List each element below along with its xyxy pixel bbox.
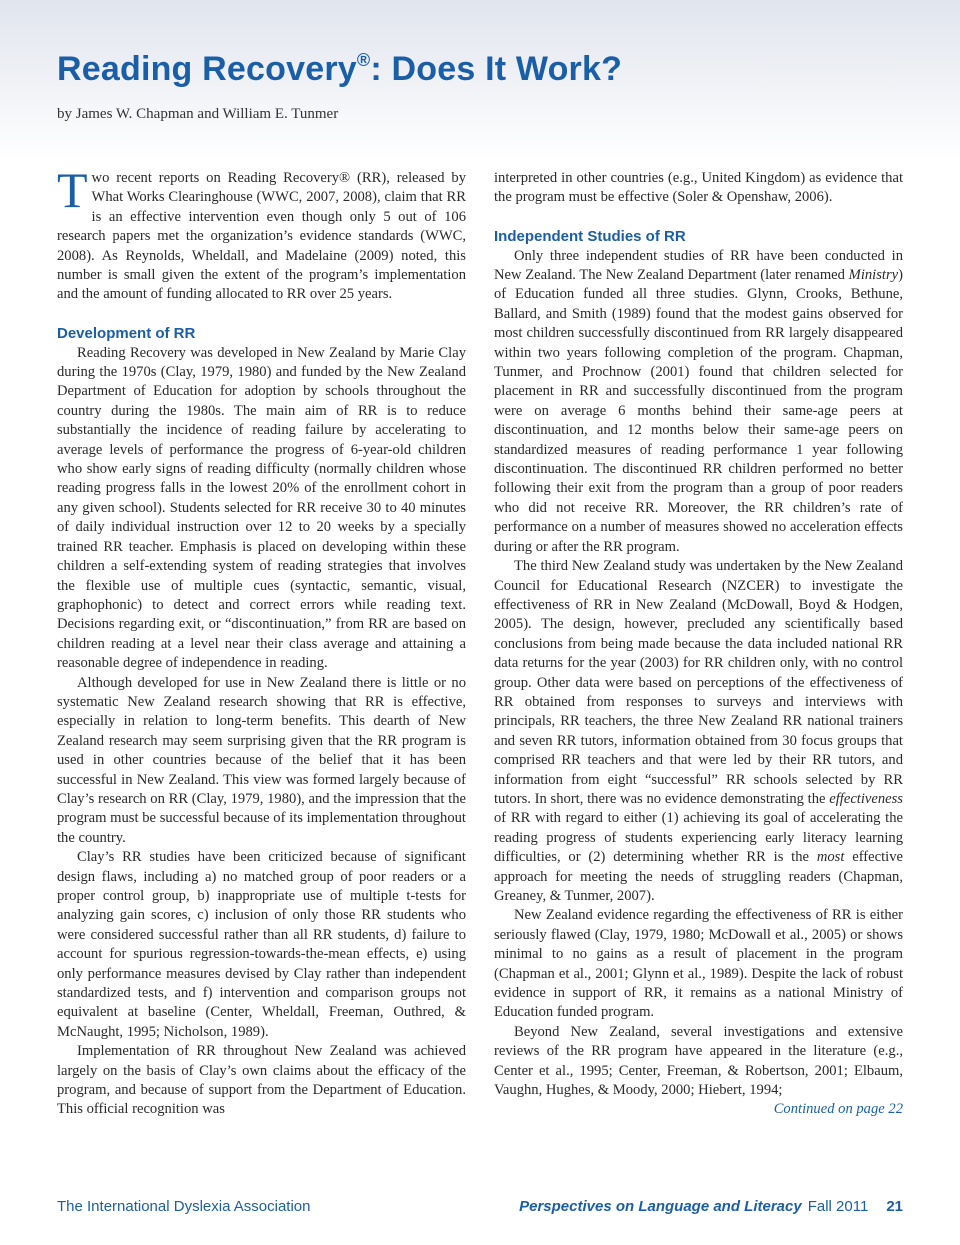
registered-mark: ® — [356, 50, 371, 70]
section-heading-development: Development of RR — [57, 325, 196, 343]
drop-cap: T — [57, 162, 88, 218]
left-column — [57, 162, 466, 1120]
right-column — [494, 169, 903, 1120]
continued-link[interactable]: Continued on page 22 — [773, 1101, 903, 1118]
text-run: ) of Education funded all three studies. Glynn, Crooks, Bethune, Ballard, and Smith (1989) found that the modest gains observed for most children successfully discontinued from RR largely disappeared within two years following completion of the program. Chapman, Tunmer, and Prochnow (2001) found that children selected for placement in RR and successfully discontinued from the program were on average 6 months behind their same-age peers at discontinuation, and 12 months below their same-age peers on standardized measures of reading performance 1 year following discontinuation. The discontinued RR children performed no better following their exit from the program than a group of poor readers who did not receive RR. Moreover, the RR children’s rate of performance on a number of measures showed no acceleration effects during or after the RR program. — [494, 267, 903, 555]
page-number: 21 — [886, 1198, 903, 1215]
text-run: of RR with regard to either (1) achieving its goal of accelerating the reading progress of students experiencing early literacy learning difficulties, or (2) determining whether RR is the — [494, 810, 903, 866]
paragraph: Although developed for use in New Zealand there is little or no systematic New Zealand research showing that RR is effective, especially in relation to long-term benefits. This dearth of New Zealand research may seem surprising given that the RR program is used in other countries because of the belief that it has been successful in New Zealand. This view was formed largely because of Clay’s research on RR (Clay, 1979, 1980), and the impression that the program must be successful because of its implementation throughout the country. — [57, 674, 466, 846]
footer-organization: The International Dyslexia Association — [57, 1198, 311, 1215]
paragraph — [494, 247, 903, 558]
italic-text: Ministry — [848, 267, 899, 284]
issue-label: Fall 2011 — [807, 1198, 869, 1215]
journal-name: Perspectives on Language and Literacy — [519, 1198, 802, 1215]
intro-text: wo recent reports on Reading Recovery® (RR), released by What Works Clearinghouse (WWC, 2007, 2008), claim that RR is an effective intervention even though only 5 out of 106 research papers met the organization’s evidence standards (WWC, 2008). As Reynolds, Wheldall, and Madelaine (2009) noted, this number is small given the extent of the program’s implementation and the amount of funding allocated to RR over 25 years. — [57, 170, 466, 303]
section-heading-independent-studies: Independent Studies of RR — [494, 228, 686, 246]
title-text: Reading Recovery — [57, 50, 357, 88]
title-rest: : Does It Work? — [370, 50, 623, 88]
italic-text: most — [816, 849, 845, 866]
paragraph: Reading Recovery was developed in New Zealand by Marie Clay during the 1970s (Clay, 1979, 1980) and funded by the New Zealand Department of Education for adoption by schools throughout the country during the 1980s. The main aim of RR is to reduce substantially the incidence of reading failure by accelerating to average levels of performance the progress of 6-year-old children who show early signs of reading difficulty (normally children whose reading progress falls in the lowest 20% of the enrollment cohort in any given school). Students selected for RR receive 30 to 40 minutes of daily individual instruction over 12 to 20 weeks by a specially trained RR teacher. Emphasis is placed on developing within these children a self-extending system of reading strategies that involves the flexible use of multiple cues (syntactic, semantic, visual, graphophonic) to detect and correct errors while reading text. Decisions regarding exit, or “discontinuation,” from RR are based on children reading at a level near their class average and attaining a reasonable degree of independence in reading. — [57, 344, 466, 672]
intro-paragraph — [57, 162, 466, 305]
paragraph — [494, 557, 903, 906]
paragraph: Clay’s RR studies have been criticized because of significant design flaws, including a) no matched group of poor readers or a proper control group, b) inappropriate use of multiple t-tests for analyzing gain scores, c) inclusion of only those RR students who were considered successful rather than all RR students, d) failure to account for spurious regression-towards-the-mean effects, e) using only performance measures devised by Clay rather than independent standardized tests, and f) intervention and comparison groups not equivalent at baseline (Center, Wheldall, Freeman, Outhred, & McNaught, 1995; Nicholson, 1989). — [57, 849, 466, 1040]
byline: by James W. Chapman and William E. Tunmer — [57, 106, 339, 122]
paragraph-continuation: interpreted in other countries (e.g., United Kingdom) as evidence that the program must be effective (Soler & Openshaw, 2006). — [494, 170, 903, 206]
italic-text: effectiveness — [829, 790, 903, 807]
article-title — [57, 50, 622, 89]
text-run: The third New Zealand study was undertaken by the New Zealand Council for Educational Research (NZCER) to investigate the effectiveness of RR in New Zealand (McDowall, Boyd & Hodgen, 2005). The design, however, precluded any scientifically based conclusions from being made because the data included national RR data returns for the year (2003) for RR children only, with no control group. Other data were based on perceptions of the effectiveness of RR obtained from responses to surveys and interviews with principals, RR teachers, the three New Zealand RR national trainers and seven RR tutors, information obtained from 30 focus groups that comprised RR teachers and that were led by their RR tutors, and information from eight “successful” RR schools selected by RR tutors. In short, there was no evidence demonstrating the — [494, 558, 903, 807]
paragraph: New Zealand evidence regarding the effectiveness of RR is either seriously flawed (Clay, 1979, 1980; McDowall et al., 2005) or shows minimal to no gains as a result of placement in the program (Chapman et al., 2001; Glynn et al., 1989). Despite the lack of robust evidence in support of RR, it remains as a national Ministry of Education funded program. — [494, 907, 903, 1021]
text-run: Only three independent studies of RR have been conducted in New Zealand. The New Zealand Department (later renamed — [494, 247, 903, 284]
text-run: effective approach for meeting the needs of struggling readers (Chapman, Greaney, & Tunmer, 2007). — [494, 849, 903, 905]
footer-publication — [519, 1198, 903, 1215]
paragraph: Implementation of RR throughout New Zealand was achieved largely on the basis of Clay’s own claims about the efficacy of the program, and because of support from the Department of Education. This official recognition was — [57, 1043, 466, 1118]
paragraph: Beyond New Zealand, several investigations and extensive reviews of the RR program have appeared in the literature (e.g., Center et al., 1995; Center, Freeman, & Robertson, 2001; Elbaum, Vaughn, Hughes, & Moody, 2000; Hiebert, 1994; — [494, 1023, 903, 1099]
